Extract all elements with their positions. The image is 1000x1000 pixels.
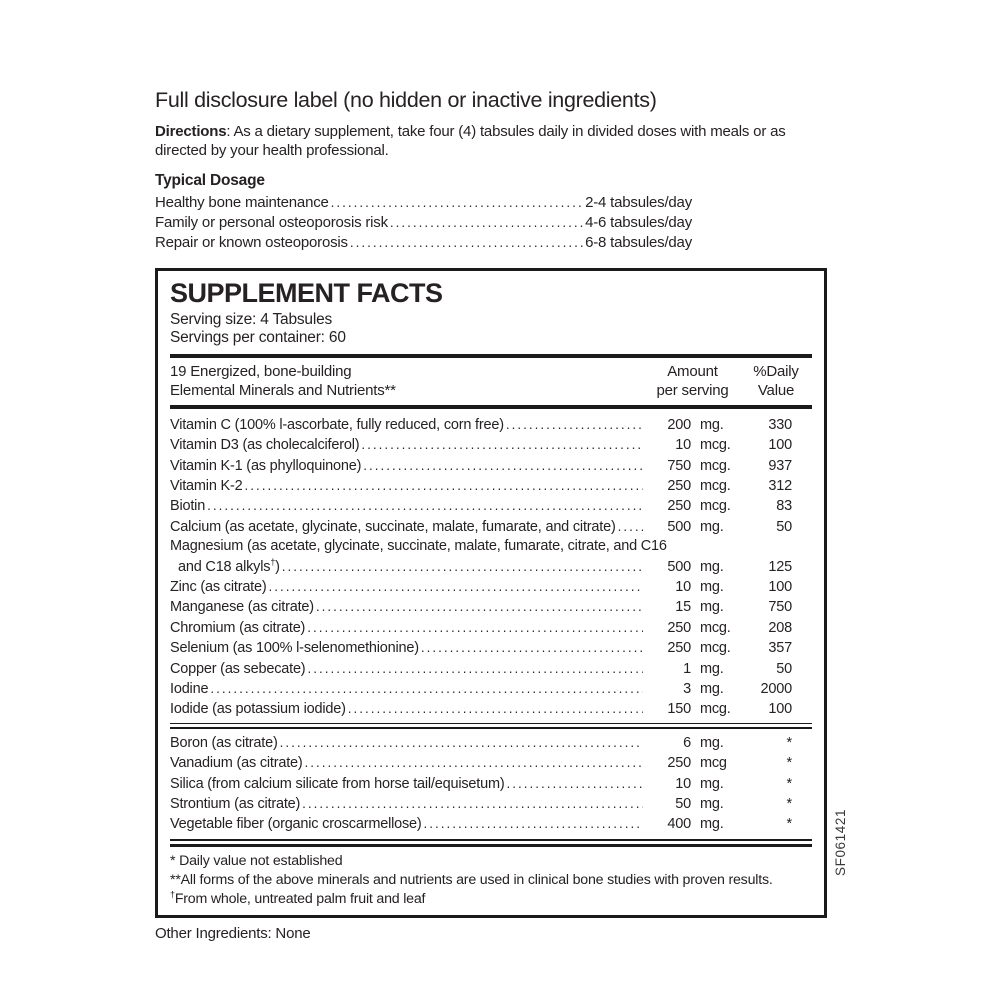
dot-leader: [363, 456, 643, 476]
amount-unit: mg.: [700, 416, 724, 433]
amount-value: 500: [667, 558, 691, 575]
amount-unit: mcg: [700, 755, 727, 772]
daily-value: *: [786, 796, 792, 813]
nutrient-name: Vanadium (as citrate): [170, 755, 303, 772]
other-ingredients: Other Ingredients: None: [155, 924, 311, 942]
nutrient-row: [170, 794, 812, 814]
divider-header: [170, 405, 812, 409]
dot-leader: [307, 618, 643, 638]
amount-value: 50: [675, 796, 691, 813]
nutrient-row: [170, 415, 812, 435]
footnote: * Daily value not established: [170, 852, 343, 869]
dot-leader: [331, 193, 583, 213]
daily-value: 330: [768, 416, 792, 433]
footnote: **All forms of the above minerals and nutrients are used in clinical bone studies with proven results.: [170, 871, 773, 888]
supplement-facts-panel: [155, 268, 827, 918]
amount-value: 10: [675, 437, 691, 454]
amount-unit: mcg.: [700, 701, 731, 718]
daily-value: 312: [768, 477, 792, 494]
nutrient-name: Iodine: [170, 681, 209, 698]
divider-sections: [170, 723, 812, 729]
nutrient-row: [170, 577, 812, 597]
page-title: Full disclosure label (no hidden or inactive ingredients): [155, 88, 657, 112]
amount-value: 1: [683, 660, 691, 677]
nutrient-name: Strontium (as citrate): [170, 796, 301, 813]
directions-label: Directions: [155, 123, 227, 140]
typical-dosage-list: [155, 193, 692, 253]
nutrient-name: Silica (from calcium silicate from horse tail/equisetum): [170, 775, 505, 792]
dosage-label: Family or personal osteoporosis risk: [155, 214, 388, 231]
dot-leader: [302, 794, 643, 814]
footnotes: [170, 852, 812, 909]
dot-leader: [618, 517, 643, 537]
amount-value: 200: [667, 416, 691, 433]
daily-value: 50: [776, 518, 792, 535]
dosage-row: [155, 213, 692, 233]
nutrient-section-2: [170, 733, 812, 835]
servings-per-container: Servings per container: 60: [170, 329, 346, 347]
nutrient-name: Manganese (as citrate): [170, 599, 314, 616]
amount-value: 750: [667, 457, 691, 474]
nutrient-row: [170, 496, 812, 516]
dot-leader: [390, 213, 583, 233]
dagger-mark: †: [170, 889, 175, 900]
amount-unit: mg.: [700, 775, 724, 792]
amount-value: 250: [667, 619, 691, 636]
nutrient-name: Magnesium (as acetate, glycinate, succinate, malate, fumarate, citrate, and C16: [170, 538, 667, 555]
divider-top: [170, 354, 812, 358]
nutrient-name: Biotin: [170, 498, 206, 515]
dot-leader: [421, 638, 643, 658]
daily-value: 100: [768, 437, 792, 454]
supplement-facts-title: SUPPLEMENT FACTS: [170, 278, 443, 308]
daily-value: 357: [768, 640, 792, 657]
dot-leader: [210, 679, 643, 699]
nutrient-name-cont: and C18 alkyls†): [178, 556, 280, 575]
nutrient-name: Selenium (as 100% l-selenomethionine): [170, 640, 419, 657]
dosage-row: [155, 193, 692, 213]
amount-value: 10: [675, 775, 691, 792]
nutrient-name: Zinc (as citrate): [170, 578, 267, 595]
label-content: [155, 88, 827, 942]
dot-leader: [282, 557, 643, 577]
dosage-row: [155, 233, 692, 253]
dosage-value: 4-6 tabsules/day: [585, 214, 692, 231]
nutrient-row: [170, 774, 812, 794]
directions: [155, 122, 810, 160]
nutrient-row: [170, 659, 812, 679]
dosage-label: Repair or known osteoporosis: [155, 234, 348, 251]
amount-unit: mg.: [700, 796, 724, 813]
label-code: SF061421: [833, 808, 848, 876]
amount-value: 250: [667, 640, 691, 657]
nutrient-name: Vitamin K-2: [170, 477, 243, 494]
footnote: †From whole, untreated palm fruit and leaf: [170, 889, 426, 907]
amount-unit: mg.: [700, 660, 724, 677]
directions-text: : As a dietary supplement, take four (4) tabsules daily in divided doses with meals or as directed by your health professional.: [155, 123, 786, 159]
daily-value: *: [786, 734, 792, 751]
amount-unit: mcg.: [700, 498, 731, 515]
nutrient-row: [170, 517, 812, 537]
dosage-label: Healthy bone maintenance: [155, 194, 329, 211]
dot-leader: [348, 699, 643, 719]
nutrient-name: Chromium (as citrate): [170, 619, 306, 636]
daily-value: 125: [768, 558, 792, 575]
nutrient-name: Vitamin D3 (as cholecalciferol): [170, 437, 360, 454]
dot-leader: [207, 496, 643, 516]
dot-leader: [305, 753, 643, 773]
nutrient-row: [170, 699, 812, 719]
nutrient-row: [170, 618, 812, 638]
dot-leader: [244, 476, 643, 496]
daily-value: *: [786, 775, 792, 792]
column-header-amount: [645, 363, 740, 400]
column-header-nutrients-line2: Elemental Minerals and Nutrients**: [170, 381, 396, 399]
amount-unit: mg.: [700, 578, 724, 595]
nutrient-row: [170, 597, 812, 617]
divider-footnotes: [170, 839, 812, 847]
amount-value: 150: [667, 701, 691, 718]
dot-leader: [424, 814, 643, 834]
amount-value: 10: [675, 578, 691, 595]
amount-unit: mg.: [700, 681, 724, 698]
dot-leader: [280, 733, 643, 753]
amount-unit: mcg.: [700, 477, 731, 494]
amount-unit: mg.: [700, 734, 724, 751]
amount-value: 6: [683, 734, 691, 751]
nutrient-row: [170, 814, 812, 834]
daily-value: 750: [768, 599, 792, 616]
dot-leader: [507, 774, 644, 794]
nutrient-row: [170, 753, 812, 773]
nutrient-name: Copper (as sebecate): [170, 660, 306, 677]
column-header-daily-value-line2: Value: [757, 381, 795, 399]
amount-value: 250: [667, 477, 691, 494]
dot-leader: [316, 597, 643, 617]
daily-value: 937: [768, 457, 792, 474]
nutrient-row: [170, 476, 812, 496]
nutrient-name: Iodide (as potassium iodide): [170, 701, 346, 718]
dosage-value: 2-4 tabsules/day: [585, 194, 692, 211]
amount-value: 15: [675, 599, 691, 616]
amount-unit: mg.: [700, 599, 724, 616]
column-header-nutrients: [170, 363, 645, 400]
typical-dosage-title: Typical Dosage: [155, 172, 265, 189]
nutrient-row: [170, 537, 812, 577]
amount-value: 400: [667, 816, 691, 833]
dagger-mark: †: [270, 556, 276, 567]
amount-value: 250: [667, 755, 691, 772]
daily-value: 100: [768, 578, 792, 595]
nutrient-name: Vitamin K-1 (as phylloquinone): [170, 457, 362, 474]
amount-unit: mcg.: [700, 457, 731, 474]
amount-unit: mg.: [700, 518, 724, 535]
amount-unit: mg.: [700, 558, 724, 575]
column-header-amount-line2: per serving: [656, 381, 729, 399]
nutrient-section-1: [170, 415, 812, 720]
daily-value: 83: [776, 498, 792, 515]
dot-leader: [506, 415, 643, 435]
daily-value: *: [786, 755, 792, 772]
amount-unit: mcg.: [700, 619, 731, 636]
nutrient-name: Vitamin C (100% l-ascorbate, fully reduced, corn free): [170, 416, 504, 433]
nutrient-name: Boron (as citrate): [170, 734, 278, 751]
nutrient-name: Vegetable fiber (organic croscarmellose): [170, 816, 422, 833]
column-header-daily-value: [740, 363, 812, 400]
daily-value: 2000: [760, 681, 792, 698]
column-header-nutrients-line1: 19 Energized, bone-building: [170, 363, 352, 381]
dot-leader: [361, 435, 643, 455]
nutrient-row: [170, 733, 812, 753]
amount-unit: mcg.: [700, 640, 731, 657]
amount-value: 500: [667, 518, 691, 535]
nutrient-row-continuation: [170, 557, 812, 577]
dosage-value: 6-8 tabsules/day: [585, 234, 692, 251]
column-header-amount-line1: Amount: [667, 363, 718, 381]
amount-value: 3: [683, 681, 691, 698]
amount-value: 250: [667, 498, 691, 515]
daily-value: 50: [776, 660, 792, 677]
amount-unit: mg.: [700, 816, 724, 833]
dot-leader: [350, 233, 583, 253]
table-header: [170, 363, 812, 400]
daily-value: 100: [768, 701, 792, 718]
nutrient-row: [170, 638, 812, 658]
nutrient-name: Calcium (as acetate, glycinate, succinate, malate, fumarate, and citrate): [170, 518, 616, 535]
nutrient-row: [170, 435, 812, 455]
serving-size: Serving size: 4 Tabsules: [170, 311, 333, 329]
daily-value: *: [786, 816, 792, 833]
column-header-daily-value-line1: %Daily: [753, 363, 799, 381]
nutrient-row: [170, 679, 812, 699]
dot-leader: [307, 659, 643, 679]
daily-value: 208: [768, 619, 792, 636]
dot-leader: [269, 577, 643, 597]
nutrient-row: [170, 456, 812, 476]
amount-unit: mcg.: [700, 437, 731, 454]
